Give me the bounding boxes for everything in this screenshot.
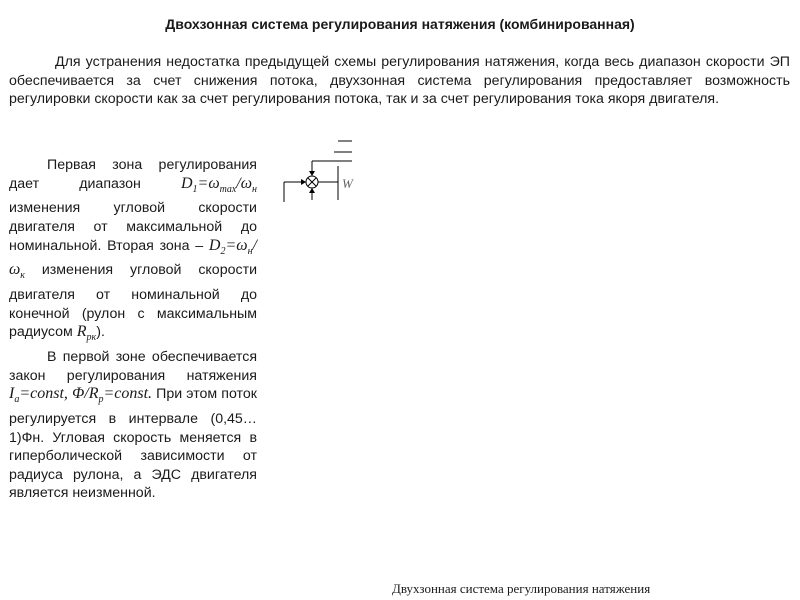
text: изменения угловой скорости двигателя от номинальной до конечной (рулон с максимальным радиусом — [9, 262, 257, 341]
arrow-icon — [309, 171, 315, 176]
paragraph-first-zone — [9, 348, 257, 503]
text: Первая зона регулирования дает диапазон — [9, 157, 257, 192]
text: В первой зоне обеспечивается закон регулирования натяжения — [9, 349, 257, 384]
figure-caption: Двухзонная система регулирования натяжения — [392, 581, 651, 596]
sub: рк — [86, 332, 97, 344]
body-column — [9, 156, 257, 503]
sym: =ω — [225, 236, 248, 254]
sym: =const, Φ/R — [19, 385, 99, 403]
block-label: W — [342, 176, 353, 191]
sym: D — [208, 236, 221, 254]
formula-law — [9, 385, 153, 406]
control-diagram — [276, 130, 366, 205]
formula-r — [76, 323, 97, 344]
sym: R — [76, 323, 87, 341]
sym: =const. — [103, 385, 153, 403]
sym: I — [9, 385, 15, 403]
arrow-icon — [309, 188, 315, 193]
sub: к — [20, 270, 25, 282]
text: При этом поток регулируется в интервале (0,45…1)Фн. Угловая скорость меняется в гиперболической зависимости от радиуса рулона, а ЭДС двигателя является неизменной. — [9, 386, 257, 502]
arrow-icon — [301, 179, 306, 185]
sym: =ω — [197, 174, 220, 192]
sub: a — [14, 394, 20, 406]
slide-title: Двохзонная система регулирования натяжения (комбинированная) — [165, 16, 635, 32]
sym: D — [180, 174, 193, 192]
text: изменения угловой скорости двигателя от максимальной до номинальной. Вторая зона – — [9, 200, 257, 254]
sub: max — [219, 183, 237, 195]
sub: н — [247, 245, 253, 257]
intro-text: Для устранения недостатка предыдущей схемы регулирования натяжения, когда весь диапазон скорости ЭП обеспечивается за счет снижения потока, двухзонная система регулирования предоставляет возможность регулировки скорости как за счет регулирования потока, так и за счет регулирования тока якоря двигателя. — [9, 54, 790, 108]
sub: н — [252, 183, 257, 195]
sub: 2 — [220, 245, 226, 257]
sym: /ω — [9, 236, 257, 279]
sym: /ω — [236, 174, 253, 192]
formula-d1 — [180, 174, 257, 195]
sub: p — [98, 394, 104, 406]
text: ). — [96, 324, 105, 341]
intro-paragraph — [9, 53, 790, 109]
paragraph-zones — [9, 156, 257, 348]
sub: 1 — [192, 183, 198, 195]
